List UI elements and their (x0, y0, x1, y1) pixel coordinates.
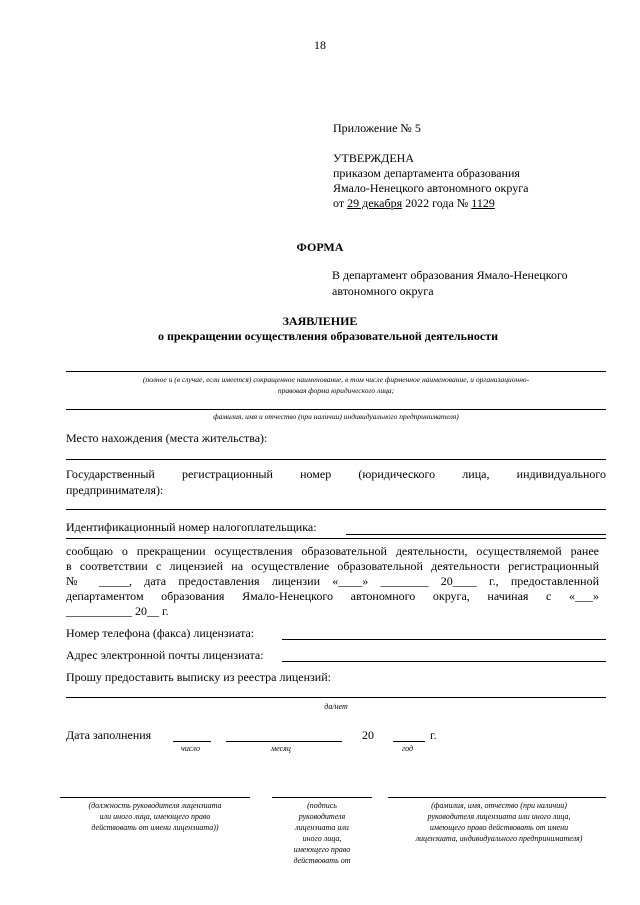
location-label: Место нахождения (места жительства): (66, 431, 268, 445)
extract-line[interactable] (66, 697, 606, 698)
reg-number-line[interactable] (66, 509, 606, 510)
hint-position-2: или иного лица, имеющего право (99, 812, 211, 821)
hint-person-name: фамилия, имя и отчество (при наличии) индивидуального предпринимателя) (213, 412, 459, 421)
hint-fullname-3: имеющего право действовать от имени (429, 823, 569, 832)
location-line[interactable] (66, 459, 606, 460)
hint-signature-1: (подпись (307, 801, 337, 810)
date-day-line[interactable] (173, 741, 211, 742)
hint-position-1: (должность руководителя лицензиата (88, 801, 222, 810)
hint-signature-3: лицензиата или (295, 823, 349, 832)
hint-month: месяц (271, 744, 291, 753)
hint-signature-4: иного лица, (302, 834, 342, 843)
hint-yes-no: да/нет (324, 702, 348, 711)
appendix-label: Приложение № 5 (333, 121, 421, 135)
email-line[interactable] (282, 661, 606, 662)
inn-separator (66, 538, 606, 539)
hint-position (55, 800, 255, 833)
body-line-2: в соответствии с лицензией на осуществление образовательной деятельности регистрационный (66, 559, 599, 573)
hint-position-3: действовать от имени лицензиата)) (91, 823, 219, 832)
hint-fullname-2: руководителя лицензиата или иного лица, (427, 812, 571, 821)
hint-signature-2: руководителя (298, 812, 346, 821)
date-year-line[interactable] (393, 741, 425, 742)
addressee-line-2: автономного округа (332, 284, 434, 298)
page-number: 18 (314, 38, 326, 52)
statement-title: ЗАЯВЛЕНИЕ (282, 314, 358, 328)
date-year-prefix: 20 (362, 728, 374, 742)
reg-number-label-1: Государственный регистрационный номер (юридического лица, индивидуального (66, 467, 606, 481)
date-year-suffix: г. (430, 728, 437, 742)
org-name-line (66, 371, 606, 372)
statement-subtitle: о прекращении осуществления образовательной деятельности (157, 329, 499, 343)
hint-signature-6: действовать от (293, 856, 351, 865)
hint-signature (272, 800, 372, 866)
phone-line[interactable] (282, 639, 606, 640)
body-line-1: сообщаю о прекращении осуществления образовательной деятельности, осуществляемой ранее (66, 544, 599, 558)
body-line-5: ___________ 20__ г. (66, 604, 169, 618)
body-line-3: № _____, дата предоставления лицензии «____» ________ 20____ г., предоставленной (66, 574, 599, 588)
hint-year: год (402, 744, 414, 753)
reg-number-label-2: предпринимателя): (66, 483, 164, 497)
signature-line[interactable] (272, 797, 372, 798)
date-prefix: от (333, 196, 348, 210)
hint-day: число (181, 744, 200, 753)
position-line[interactable] (60, 797, 250, 798)
hint-signature-5: имеющего право (293, 845, 351, 854)
inn-line[interactable] (346, 534, 606, 535)
date-fill-label: Дата заполнения (66, 728, 152, 742)
hint-org-name-1: (полное и (в случае, если имеется) сокращенное наименование, в том числе фирменное наименование, и организационно- (142, 375, 530, 384)
date-month-line[interactable] (226, 741, 342, 742)
hint-org-name-2: правовая форма юридического лица; (277, 386, 395, 395)
form-title: ФОРМА (296, 240, 344, 254)
phone-label: Номер телефона (факса) лицензиата: (66, 626, 255, 640)
inn-label: Идентификационный номер налогоплательщика: (66, 520, 317, 534)
addressee-line-1: В департамент образования Ямало-Ненецкого (332, 268, 568, 282)
order-number: 1129 (471, 196, 495, 210)
person-name-line (66, 409, 606, 410)
approved-line-1: приказом департамента образования (333, 166, 520, 180)
hint-fullname-4: лицензиата, индивидуального предпринимателя) (415, 834, 583, 843)
date-year: 2022 года № (402, 196, 472, 210)
approved-date (333, 196, 495, 211)
extract-label: Прошу предоставить выписку из реестра лицензий: (66, 670, 331, 684)
body-line-4: департаментом образования Ямало-Ненецкого автономного округа, начиная с «___» (66, 589, 599, 603)
email-label: Адрес электронной почты лицензиата: (66, 648, 264, 662)
fullname-line[interactable] (388, 797, 606, 798)
hint-fullname-1: (фамилия, имя, отчество (при наличии) (431, 801, 567, 810)
approved-title: УТВЕРЖДЕНА (333, 151, 415, 165)
date-underlined: 29 декабря (347, 196, 403, 210)
hint-fullname (386, 800, 612, 844)
approved-line-2: Ямало-Ненецкого автономного округа (333, 181, 529, 195)
